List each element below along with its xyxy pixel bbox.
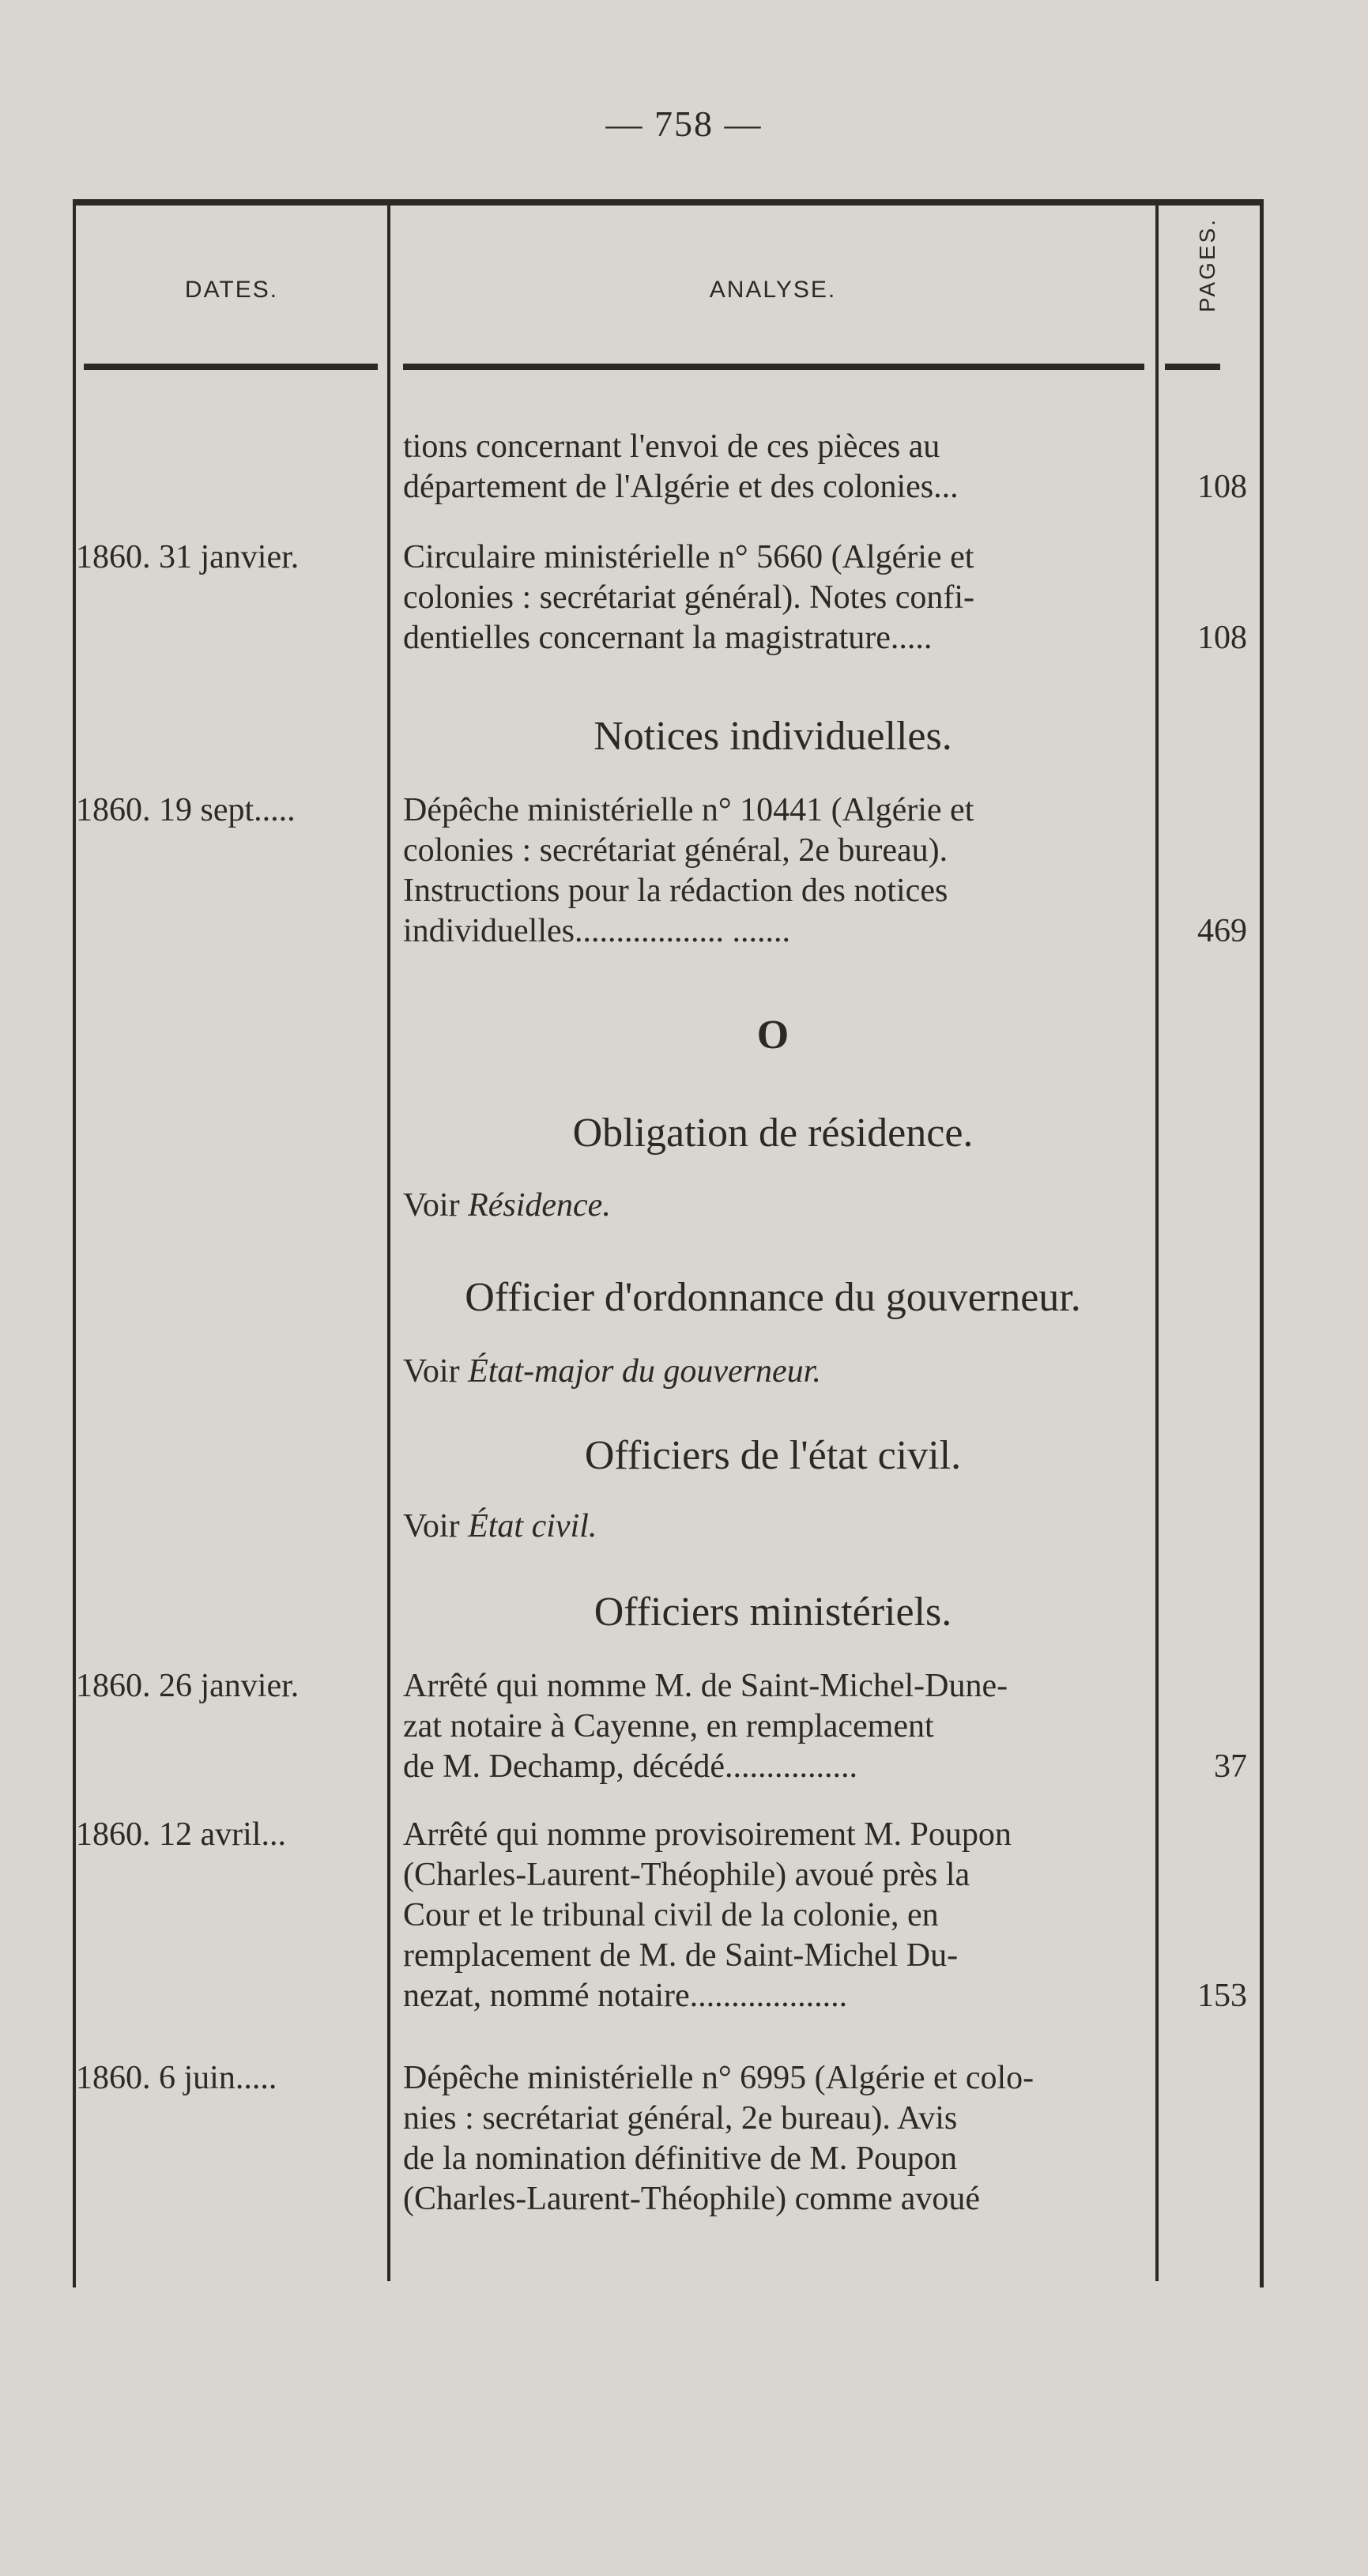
see-also-prefix: Voir [403,1187,460,1224]
entry-text [403,537,1150,658]
entry-line: Instructions pour la rédaction des notices [403,873,948,909]
entry-page: 37 [1214,1748,1247,1785]
entry-line: département de l'Algérie et des colonies... [403,469,959,505]
entry-date: 1860. 19 sept..... [76,792,296,828]
entry-line: Arrêté qui nomme M. de Saint-Michel-Dune- [403,1668,1008,1704]
entry-line: remplacement de M. de Saint-Michel Du- [403,1937,959,1974]
header-rule-analyse [403,364,1144,370]
entry-line: colonies : secrétariat général). Notes confi- [403,579,975,616]
entry-page: 108 [1197,469,1247,505]
see-also-target: État-major du gouverneur. [468,1353,821,1390]
entry-line: de la nomination définitive de M. Poupon [403,2140,958,2177]
entry-line: nies : secrétariat général, 2e bureau). Avis [403,2100,958,2137]
header-rule-pages [1165,364,1220,370]
entry-line: (Charles-Laurent-Théophile) comme avoué [403,2181,981,2217]
see-also-residence [403,1186,611,1225]
entry-line: Dépêche ministérielle n° 10441 (Algérie et [403,792,974,828]
entry-line: dentielles concernant la magistrature..... [403,620,933,656]
see-also-prefix: Voir [403,1353,460,1390]
header-dates: DATES. [184,277,279,303]
entry-page: 153 [1197,1978,1247,2014]
entry-text [403,1666,1150,1787]
entry-line: Cour et le tribunal civil de la colonie, en [403,1897,939,1933]
column-divider-pages [1155,199,1159,2281]
header-analyse: ANALYSE. [709,277,837,303]
entry-line: Arrêté qui nomme provisoirement M. Poupon [403,1816,1012,1853]
entry-line: Dépêche ministérielle n° 6995 (Algérie et colo- [403,2060,1034,2096]
entry-text [403,790,1150,952]
entry-page: 108 [1197,620,1247,656]
entry-date: 1860. 31 janvier. [76,539,300,575]
see-also-target: État civil. [468,1508,597,1544]
see-also-etat-major [403,1352,821,1391]
column-divider-dates [387,199,390,2281]
entry-text [403,427,1150,507]
see-also-etat-civil [403,1507,597,1546]
section-officier-ordonnance: Officier d'ordonnance du gouverneur. [465,1275,1081,1320]
entry-line: (Charles-Laurent-Théophile) avoué près la [403,1857,970,1893]
entry-line: colonies : secrétariat général, 2e bureau). [403,832,948,869]
header-pages-label: PAGES. [1195,217,1219,313]
section-officiers-ministeriels: Officiers ministériels. [594,1590,952,1635]
entry-date: 1860. 6 juin..... [76,2060,277,2096]
section-officiers-etat-civil: Officiers de l'état civil. [584,1433,962,1478]
entry-line: de M. Dechamp, décédé................ [403,1748,857,1785]
entry-date: 1860. 12 avril... [76,1816,286,1853]
entry-line: tions concernant l'envoi de ces pièces au [403,428,940,465]
see-also-target: Résidence. [468,1187,611,1224]
header-rule-dates [84,364,378,370]
entry-line: Circulaire ministérielle n° 5660 (Algérie et [403,539,974,575]
page-number: — 758 — [605,104,763,144]
section-letter-o: O [756,1013,790,1058]
entry-line: individuelles.................. ....... [403,913,790,949]
entry-page: 469 [1197,913,1247,949]
entry-date: 1860. 26 janvier. [76,1668,300,1704]
see-also-prefix: Voir [403,1508,460,1544]
section-obligation-residence: Obligation de résidence. [572,1111,974,1156]
entry-line: nezat, nommé notaire................... [403,1978,848,2014]
section-notices-individuelles: Notices individuelles. [594,714,952,759]
entry-text [403,2058,1150,2220]
entry-text [403,1815,1150,2016]
header-pages [1159,206,1257,324]
entry-line: zat notaire à Cayenne, en remplacement [403,1708,934,1744]
